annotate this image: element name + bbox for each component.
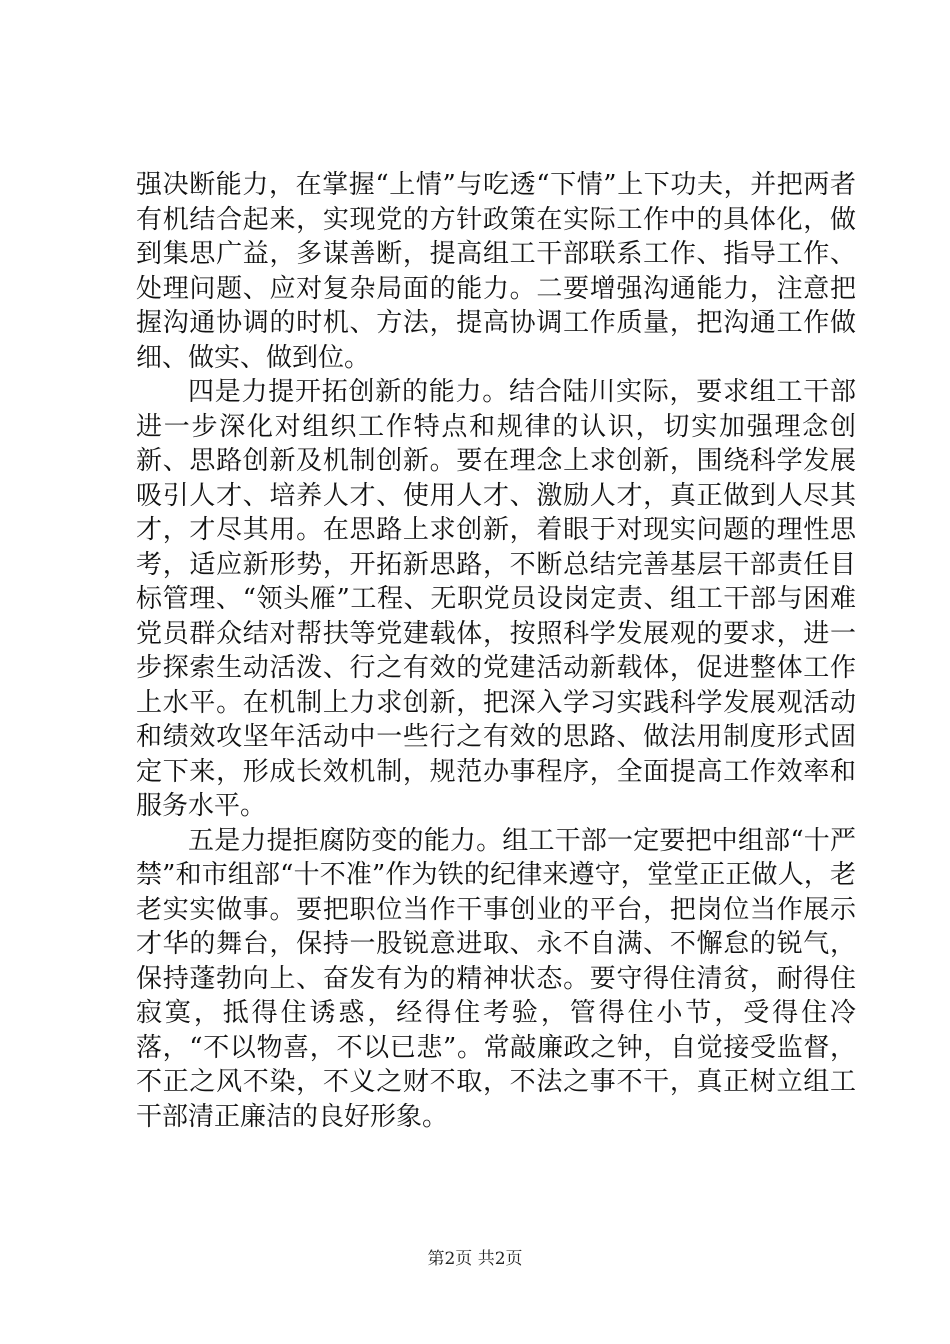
paragraph-innovation: 四是力提开拓创新的能力。结合陆川实际，要求组工干部进一步深化对组织工作特点和规律的认识，切实加强理念创新、思路创新及机制创新。要在理念上求创新，围绕科学发展吸引人才、培养人才、使用人才、激励人才，真正做到人尽其才，才尽其用。在思路上求创新，着眼于对现实问题的理性思考，适应新形势，开拓新思路，不断总结完善基层干部责任目标管理、“领头雁”工程、无职党员设岗定责、组工干部与困难党员群众结对帮扶等党建载体，按照科学发展观的要求，进一步探索生动活泼、行之有效的党建活动新载体，促进整体工作上水平。在机制上力求创新，把深入学习实践科学发展观活动和绩效攻坚年活动中一些行之有效的思路、做法用制度形式固定下来，形成长效机制，规范办事程序，全面提高工作效率和服务水平。 <box>136 377 856 821</box>
paragraph-anti-corruption: 五是力提拒腐防变的能力。组工干部一定要把中组部“十严禁”和市组部“十不准”作为铁的纪律来遵守，堂堂正正做人，老老实实做事。要把职位当作干事创业的平台，把岗位当作展示才华的舞台，保持一股锐意进取、永不自满、不懈怠的锐气，保持蓬勃向上、奋发有为的精神状态。要守得住清贫，耐得住寂寞，抵得住诱惑，经得住考验，管得住小节，受得住冷落，“不以物喜，不以已悲”。常敲廉政之钟，自觉接受监督，不正之风不染，不义之财不取，不法之事不干，真正树立组工干部清正廉洁的良好形象。 <box>136 825 856 1132</box>
paragraph-continuation: 强决断能力，在掌握“上情”与吃透“下情”上下功夫，并把两者有机结合起来，实现党的方针政策在实际工作中的具体化，做到集思广益，多谋善断，提高组工干部联系工作、指导工作、处理问题、应对复杂局面的能力。二要增强沟通能力，注意把握沟通协调的时机、方法，提高协调工作质量，把沟通工作做细、做实、做到位。 <box>136 170 856 373</box>
body-text <box>136 168 856 1134</box>
page-footer: 第2页 共2页 <box>427 1249 523 1269</box>
